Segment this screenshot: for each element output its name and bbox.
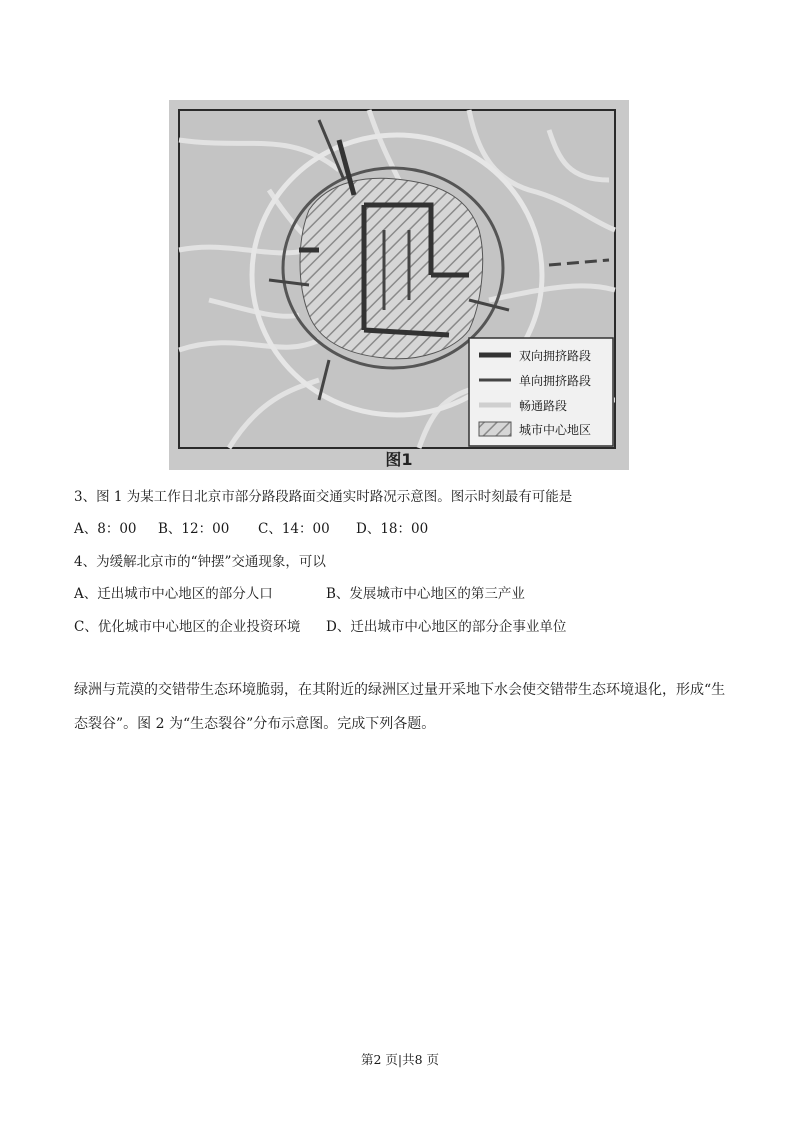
q3-option-b: B、12：00 [158,521,230,537]
page-footer: 第2 页|共8 页 [360,1052,440,1067]
legend-label-one-way: 单向拥挤路段 [519,374,592,388]
question-3-options [74,520,428,538]
legend-label-city-center: 城市中心地区 [519,423,592,437]
q3-option-d: D、18：00 [356,521,429,537]
figure-caption: 图1 [385,450,413,469]
q4-option-d: D、迁出城市中心地区的部分企事业单位 [326,619,567,635]
question-4-stem: 4、为缓解北京市的“钟摆”交通现象，可以 [74,554,326,570]
traffic-map [169,100,629,470]
question-3-stem: 3、图 1 为某工作日北京市部分路段路面交通实时路况示意图。图示时刻最有可能是 [74,489,573,505]
q4-option-a: A、迁出城市中心地区的部分人口 [74,586,273,602]
q3-option-a: A、8：00 [74,521,137,537]
legend-label-two-way: 双向拥挤路段 [519,349,592,363]
q4-option-c: C、优化城市中心地区的企业投资环境 [74,619,301,635]
question-4-options-row1 [74,585,525,603]
question-4-options-row2 [74,618,566,636]
q4-option-b: B、发展城市中心地区的第三产业 [326,586,525,602]
map-legend [469,338,613,446]
q3-option-c: C、14：00 [258,521,330,537]
traffic-map-figure [169,100,629,470]
passage-line-2: 态裂谷”。图 2 为“生态裂谷”分布示意图。完成下列各题。 [74,716,436,732]
reading-passage [74,673,734,741]
passage-line-1: 绿洲与荒漠的交错带生态环境脆弱，在其附近的绿洲区过量开采地下水会使交错带生态环境退化，形成“生 [74,682,726,698]
legend-label-smooth: 畅通路段 [519,399,568,413]
legend-key-city-center [479,422,511,436]
